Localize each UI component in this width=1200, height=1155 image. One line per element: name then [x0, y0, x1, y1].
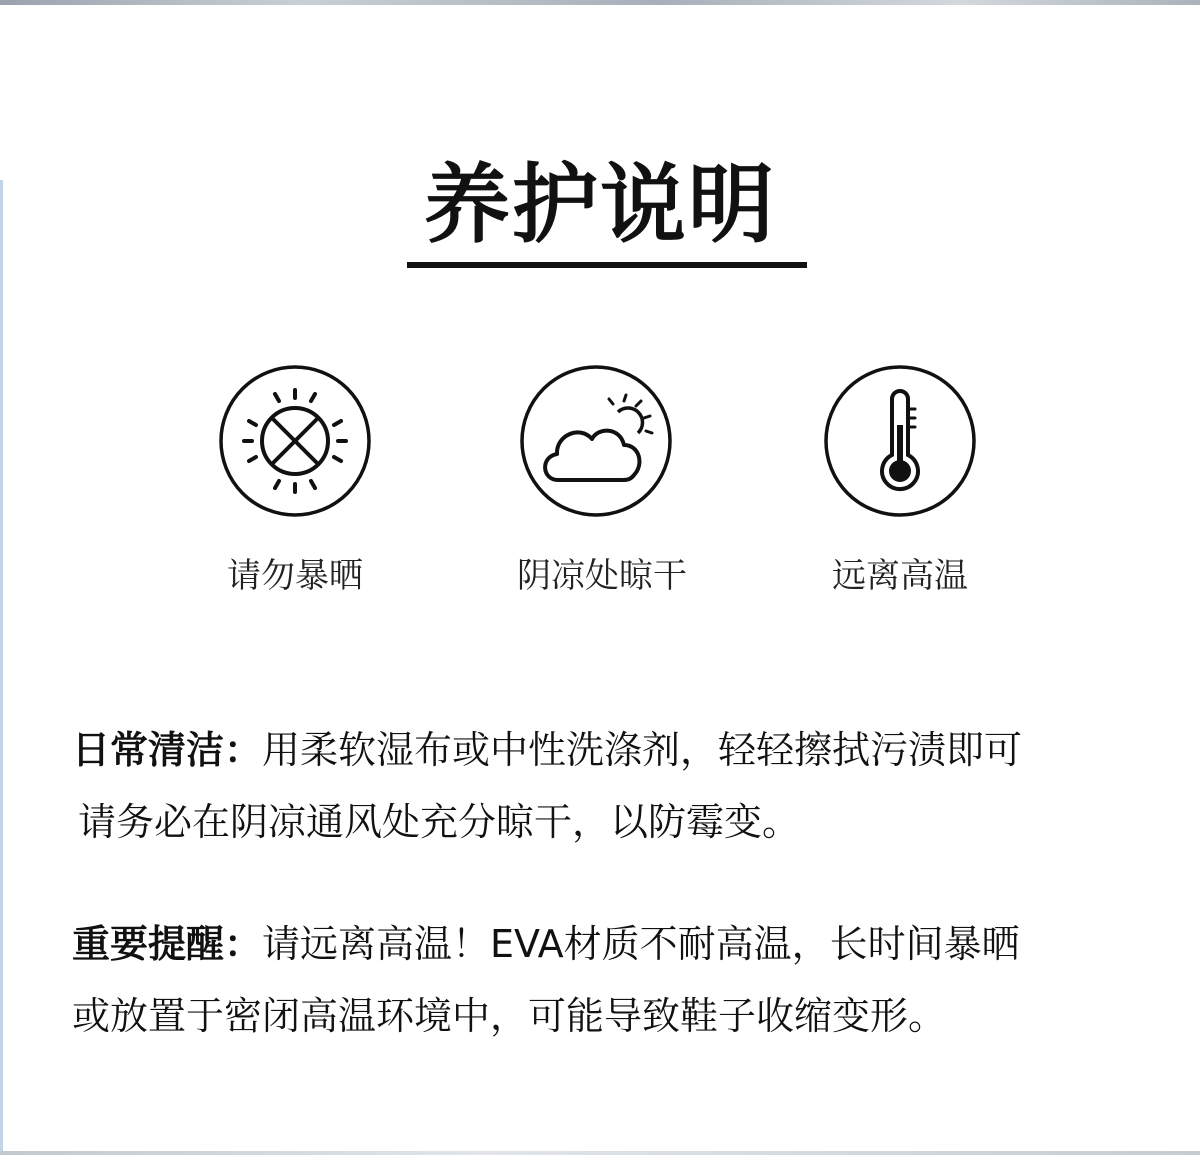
cleaning-line-1	[72, 714, 1162, 786]
icon-label-shade-dry: 阴凉处晾干	[517, 556, 687, 596]
icon-label-no-sun: 请勿暴晒	[227, 556, 363, 596]
reminder-lead: 重要提醒：	[72, 922, 263, 966]
icon-label-no-heat: 远离高温	[832, 556, 968, 596]
bottom-edge-strip	[0, 1151, 1200, 1155]
reminder-paragraph	[72, 908, 1162, 1052]
cleaning-lead: 日常清洁：	[72, 728, 263, 772]
cleaning-text-2: 请务必在阴凉通风处充分晾干，以防霉变。	[78, 800, 801, 844]
left-edge-strip	[0, 180, 3, 1155]
no-sun-icon	[219, 365, 371, 517]
reminder-text-1: 请远离高温！EVA材质不耐高温，长时间暴晒	[262, 922, 1020, 966]
thermometer-icon	[824, 365, 976, 517]
cloud-sun-icon	[520, 365, 672, 517]
page-title: 养护说明	[424, 155, 776, 255]
top-edge-strip	[0, 0, 1200, 5]
cleaning-text-1: 用柔软湿布或中性洗涤剂，轻轻擦拭污渍即可	[262, 728, 1023, 772]
cleaning-paragraph	[72, 714, 1162, 858]
reminder-text-2: 或放置于密闭高温环境中，可能导致鞋子收缩变形。	[72, 994, 947, 1038]
reminder-line-1	[72, 908, 1162, 980]
title-underline	[407, 262, 807, 268]
